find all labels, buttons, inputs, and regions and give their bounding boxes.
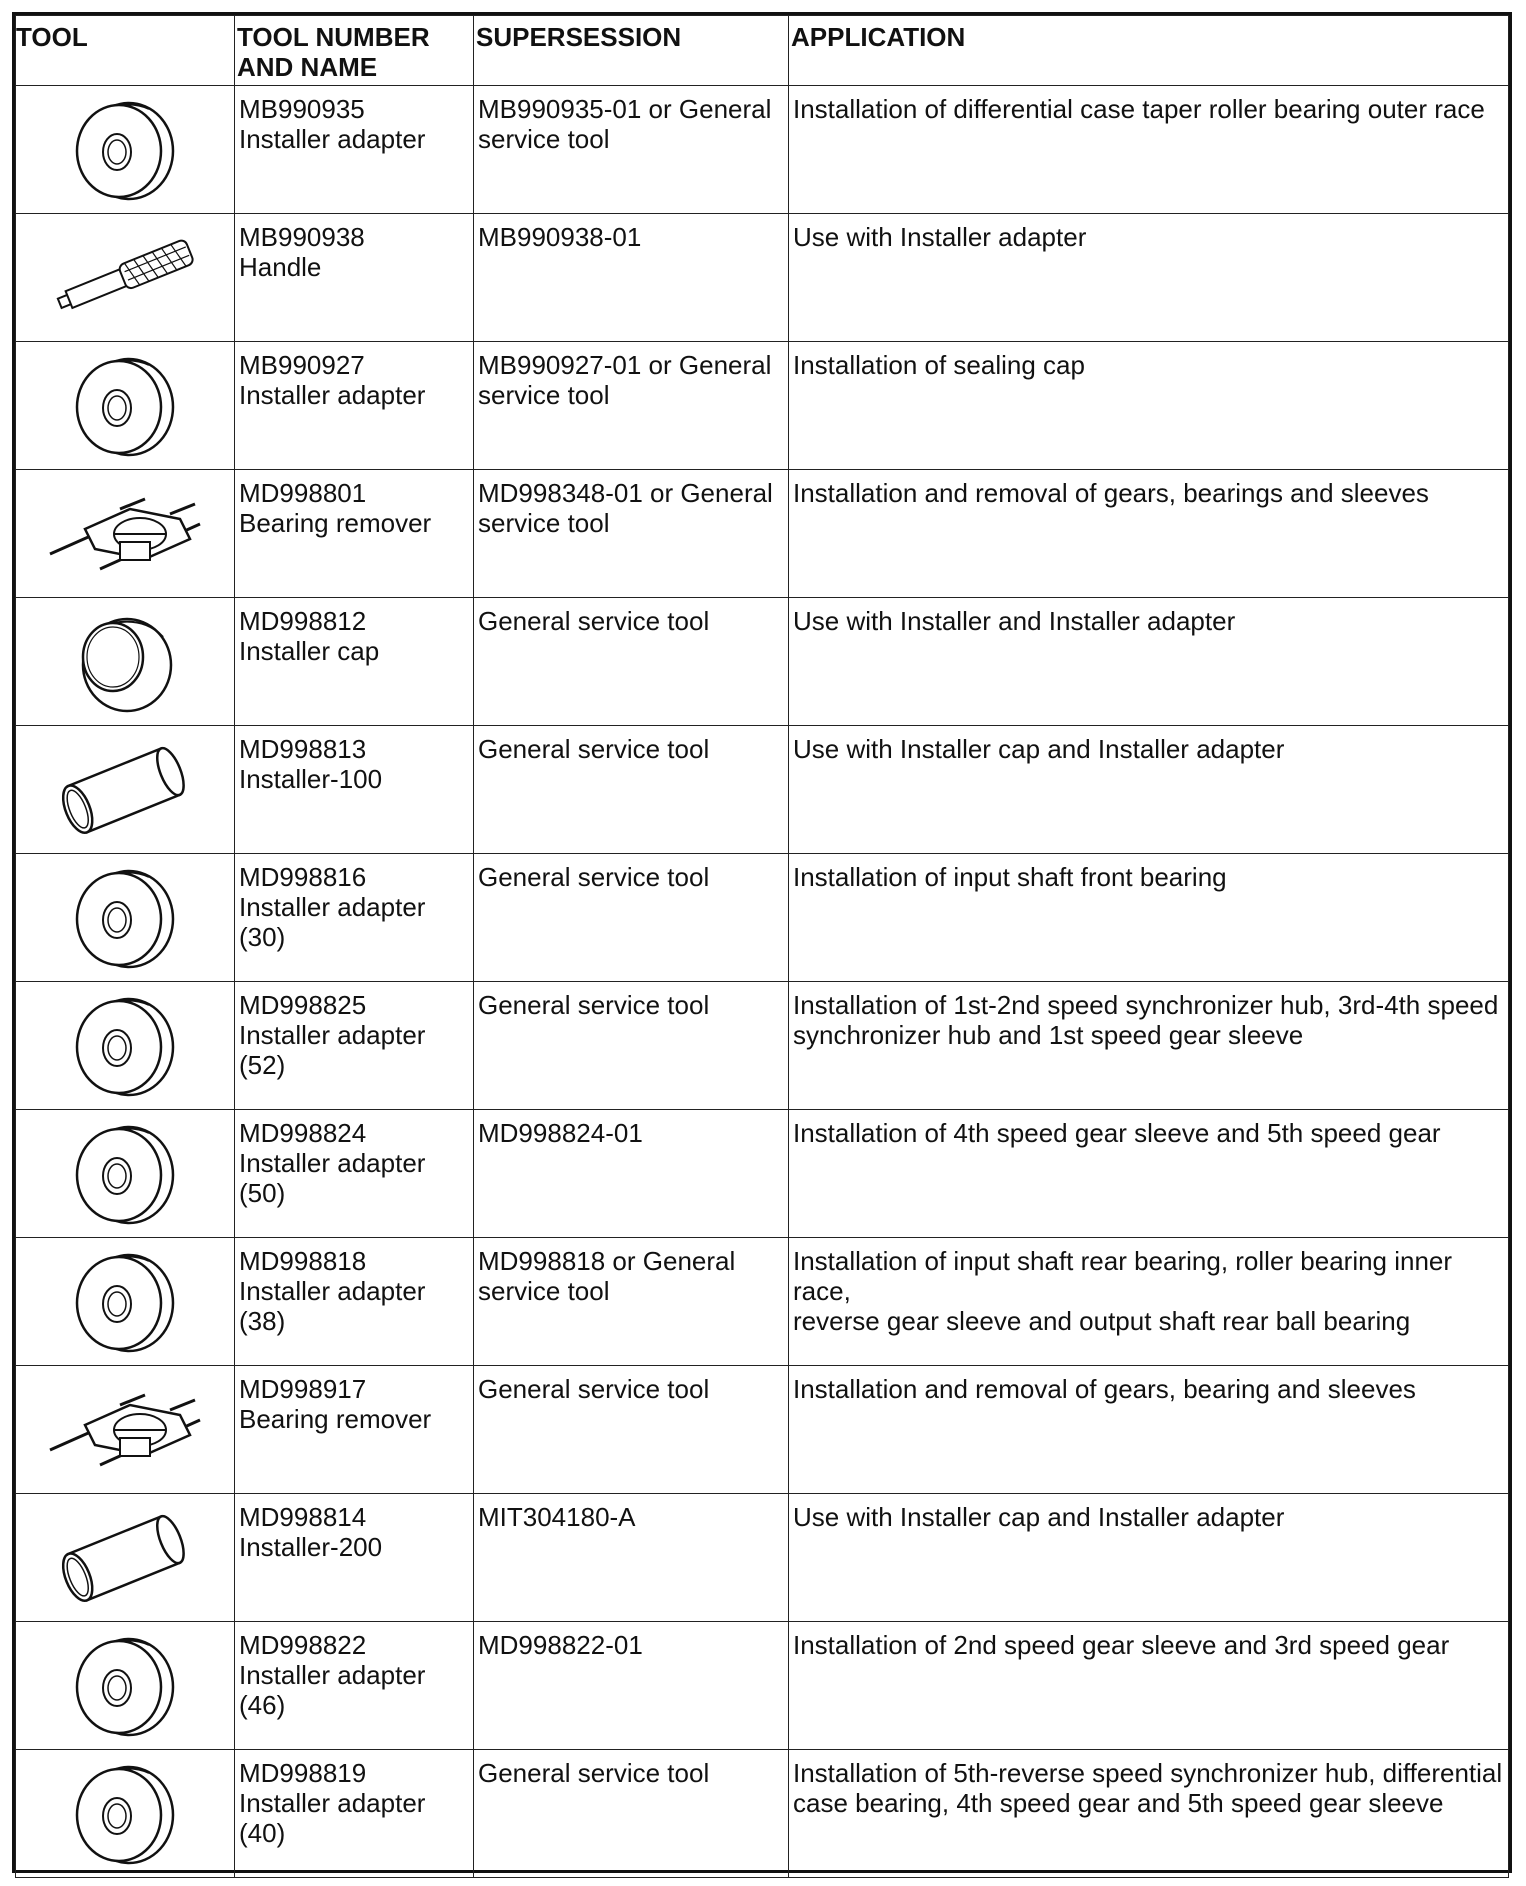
tool-number-cell (235, 1366, 474, 1494)
tool-image-cell (16, 1494, 235, 1622)
application-text: Use with Installer cap and Installer adapter (793, 734, 1285, 764)
application-text: Installation of 5th-reverse speed synchronizer hub, differential case bearing, 4th speed gear and 5th speed gear sleeve (793, 1758, 1503, 1818)
supersession-cell (474, 1238, 789, 1366)
tool-name: Installer adapter (239, 380, 426, 410)
table-row (16, 598, 1509, 726)
tool-name: Installer cap (239, 636, 380, 666)
tool-name: Installer-200 (239, 1532, 383, 1562)
special-tools-table (15, 15, 1509, 1878)
application-text: Use with Installer adapter (793, 222, 1087, 252)
supersession-text: MD998818 or General service tool (478, 1246, 736, 1306)
tool-name: Installer adapter (40) (239, 1788, 426, 1848)
supersession-text: General service tool (478, 862, 710, 892)
tool-image-cell (16, 214, 235, 342)
application-text: Installation of input shaft front bearing (793, 862, 1227, 892)
application-cell (789, 1110, 1509, 1238)
supersession-cell (474, 1366, 789, 1494)
tool-image-cell (16, 470, 235, 598)
supersession-cell (474, 726, 789, 854)
installer-adapter-icon (16, 95, 234, 205)
tool-number: MD998824 (239, 1118, 367, 1148)
application-text: Installation of 4th speed gear sleeve and 5th speed gear (793, 1118, 1441, 1148)
tool-name: Installer adapter (46) (239, 1660, 426, 1720)
tool-number-cell (235, 1750, 474, 1878)
supersession-cell (474, 598, 789, 726)
supersession-text: MB990927-01 or General service tool (478, 350, 772, 410)
installer-cap-icon (16, 607, 234, 717)
supersession-text: MIT304180-A (478, 1502, 636, 1532)
supersession-text: MD998822-01 (478, 1630, 643, 1660)
tool-image-cell (16, 854, 235, 982)
supersession-cell (474, 1110, 789, 1238)
application-cell (789, 726, 1509, 854)
tool-number-cell (235, 1622, 474, 1750)
supersession-text: MD998824-01 (478, 1118, 643, 1148)
tool-number: MD998813 (239, 734, 367, 764)
installer-tube-icon (16, 1503, 234, 1613)
tool-number: MD998818 (239, 1246, 367, 1276)
tool-number-cell (235, 214, 474, 342)
tool-number-cell (235, 342, 474, 470)
tool-image-cell (16, 342, 235, 470)
header-tool-number: TOOL NUMBER AND NAME (235, 16, 474, 86)
supersession-text: MB990935-01 or General service tool (478, 94, 772, 154)
supersession-cell (474, 342, 789, 470)
tool-number-cell (235, 854, 474, 982)
header-row (16, 16, 1509, 86)
tool-image-cell (16, 1750, 235, 1878)
tool-name: Bearing remover (239, 508, 432, 538)
application-text: Installation of 1st-2nd speed synchronizer hub, 3rd-4th speed synchronizer hub and 1st speed gear sleeve (793, 990, 1499, 1050)
table-row (16, 726, 1509, 854)
application-cell (789, 1366, 1509, 1494)
supersession-text: MD998348-01 or General service tool (478, 478, 773, 538)
tool-number: MD998822 (239, 1630, 367, 1660)
tool-number-cell (235, 1110, 474, 1238)
supersession-cell (474, 214, 789, 342)
supersession-text: General service tool (478, 1374, 710, 1404)
table-row (16, 1366, 1509, 1494)
special-tools-table-frame (12, 12, 1512, 1873)
table-row (16, 470, 1509, 598)
tool-name: Bearing remover (239, 1404, 432, 1434)
header-tool: TOOL (16, 16, 235, 86)
tool-number: MD998816 (239, 862, 367, 892)
bearing-remover-icon (16, 484, 234, 584)
tool-number-cell (235, 598, 474, 726)
tool-number-cell (235, 1238, 474, 1366)
table-row (16, 1110, 1509, 1238)
tool-name: Handle (239, 252, 322, 282)
table-row (16, 1622, 1509, 1750)
tool-number: MB990927 (239, 350, 365, 380)
application-text: Installation of differential case taper roller bearing outer race (793, 94, 1485, 124)
tool-name: Installer adapter (38) (239, 1276, 426, 1336)
supersession-cell (474, 854, 789, 982)
supersession-cell (474, 86, 789, 214)
application-cell (789, 1238, 1509, 1366)
application-cell (789, 598, 1509, 726)
tool-number: MD998812 (239, 606, 367, 636)
tool-image-cell (16, 726, 235, 854)
table-row (16, 342, 1509, 470)
tool-name: Installer-100 (239, 764, 383, 794)
supersession-text: General service tool (478, 734, 710, 764)
installer-adapter-icon (16, 863, 234, 973)
tool-number-cell (235, 86, 474, 214)
supersession-text: General service tool (478, 990, 710, 1020)
tool-number-cell (235, 726, 474, 854)
supersession-text: MB990938-01 (478, 222, 642, 252)
application-cell (789, 1750, 1509, 1878)
application-text: Use with Installer and Installer adapter (793, 606, 1236, 636)
application-cell (789, 86, 1509, 214)
tool-name: Installer adapter (239, 124, 426, 154)
tool-image-cell (16, 1110, 235, 1238)
installer-tube-icon (16, 735, 234, 845)
tool-image-cell (16, 982, 235, 1110)
tool-number: MD998801 (239, 478, 367, 508)
table-row (16, 1494, 1509, 1622)
table-row (16, 214, 1509, 342)
supersession-text: General service tool (478, 606, 710, 636)
installer-adapter-icon (16, 1631, 234, 1741)
bearing-remover-icon (16, 1380, 234, 1480)
application-text: Use with Installer cap and Installer adapter (793, 1502, 1285, 1532)
installer-adapter-icon (16, 991, 234, 1101)
installer-adapter-icon (16, 1759, 234, 1869)
installer-adapter-icon (16, 1247, 234, 1357)
supersession-cell (474, 1622, 789, 1750)
tool-name: Installer adapter (50) (239, 1148, 426, 1208)
tool-number: MD998814 (239, 1502, 367, 1532)
supersession-cell (474, 982, 789, 1110)
supersession-cell (474, 470, 789, 598)
tool-name: Installer adapter (52) (239, 1020, 426, 1080)
tool-number: MD998825 (239, 990, 367, 1020)
supersession-text: General service tool (478, 1758, 710, 1788)
tool-image-cell (16, 1238, 235, 1366)
handle-icon (16, 228, 234, 328)
application-cell (789, 1622, 1509, 1750)
tool-number: MB990938 (239, 222, 365, 252)
installer-adapter-icon (16, 1119, 234, 1229)
table-row (16, 854, 1509, 982)
application-text: Installation of input shaft rear bearing, roller bearing inner race, reverse gear sleeve and output shaft rear ball bearing (793, 1246, 1453, 1336)
application-cell (789, 982, 1509, 1110)
table-row (16, 1238, 1509, 1366)
table-row (16, 86, 1509, 214)
application-cell (789, 342, 1509, 470)
installer-adapter-icon (16, 351, 234, 461)
tool-image-cell (16, 1622, 235, 1750)
application-text: Installation of 2nd speed gear sleeve and 3rd speed gear (793, 1630, 1450, 1660)
tool-image-cell (16, 598, 235, 726)
tool-number: MD998917 (239, 1374, 367, 1404)
header-supersession: SUPERSESSION (474, 16, 789, 86)
application-text: Installation and removal of gears, bearing and sleeves (793, 1374, 1416, 1404)
tool-number-cell (235, 470, 474, 598)
application-cell (789, 214, 1509, 342)
application-cell (789, 854, 1509, 982)
application-cell (789, 470, 1509, 598)
supersession-cell (474, 1494, 789, 1622)
table-row (16, 1750, 1509, 1878)
tool-number: MD998819 (239, 1758, 367, 1788)
tool-image-cell (16, 1366, 235, 1494)
tool-number-cell (235, 982, 474, 1110)
tool-image-cell (16, 86, 235, 214)
application-text: Installation and removal of gears, bearings and sleeves (793, 478, 1429, 508)
application-cell (789, 1494, 1509, 1622)
table-row (16, 982, 1509, 1110)
tool-number-cell (235, 1494, 474, 1622)
application-text: Installation of sealing cap (793, 350, 1085, 380)
supersession-cell (474, 1750, 789, 1878)
tool-name: Installer adapter (30) (239, 892, 426, 952)
tool-number: MB990935 (239, 94, 365, 124)
header-application: APPLICATION (789, 16, 1509, 86)
